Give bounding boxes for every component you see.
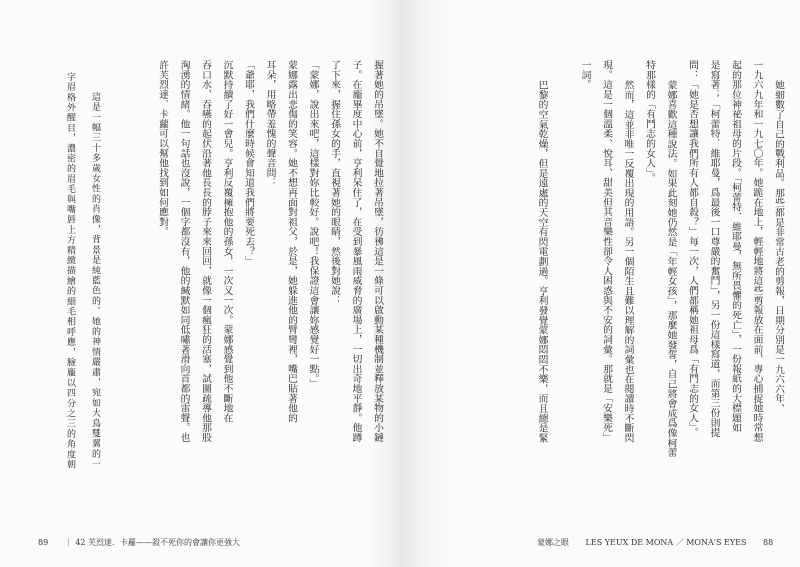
right-page-footer bbox=[537, 537, 787, 548]
text-column: 洶湧的情緒。他一句話也沒說，一個字都沒有，他的緘默如同低嘯著滑向首都的雷聲。也 bbox=[178, 60, 190, 443]
text-column: 特那樣的「有鬥志的女人」。 bbox=[644, 60, 655, 183]
text-column: 了下來，握住孫女的手，直視著她的眼睛，然後對她說： bbox=[329, 60, 340, 305]
text-column: 子。在龐畢度中心前，亨利呆住了，在受到暴風雨威脅的廣場上，一切出奇地平靜。他蹲 bbox=[350, 60, 362, 443]
text-column: 問：「她是否想讓我們所有人都自殺？」每一次，人們都稱她祖母爲「有鬥志的女人」。 bbox=[687, 60, 698, 438]
text-column: 這是一幅三十多歲女性的肖像，背景是純藍色的。她的神情嚴肅，宛如大鳥雙翼的一 bbox=[90, 92, 100, 470]
page-number: 89 bbox=[38, 538, 49, 547]
text-column: 吞口水，吞嚥的起伏沿著他長長的脖子來來回回，就像一個瘋狂的活塞，試圖疏導他那股 bbox=[200, 60, 211, 443]
text-column: 巴黎的空氣乾燥，但是遠處的天空有閃電劃過。亨利發覺蒙娜悶悶不樂，而且總是緊 bbox=[536, 80, 548, 443]
text-column: 現。這是一個溫柔、悅耳、甜美但其音樂性卻令人困惑與不安的詞彙。那就是「安樂死」 bbox=[601, 60, 612, 443]
book-title: 蒙娜之眼 bbox=[537, 538, 569, 547]
text-column: 一九六九年和一九七〇年。她跪在地上，輕輕地將這些剪報放在面前，專心捕捉她時常想 bbox=[751, 60, 763, 443]
text-column: 許芙烈達．卡蘿可以幫他找到如何應對。 bbox=[157, 60, 168, 237]
text-column: 「爺耶，我們什麼時候會知道我們將要死去？」 bbox=[243, 60, 254, 266]
chapter-title: ｜ 42 芙烈達．卡蘿——殺不死你的會讓你更強大 bbox=[64, 538, 240, 547]
right-page bbox=[400, 0, 800, 567]
text-column: 「蒙娜，說出來吧，這樣對妳比較好。說吧！我保證這會讓妳感覺好一點。」 bbox=[307, 60, 319, 389]
left-page-footer bbox=[38, 537, 254, 548]
text-column: 握著她的吊墜。她不自覺地拉著吊墜，彷彿這是一條可以啟動某種機制並釋放某物的小鏈 bbox=[372, 60, 383, 443]
text-column: 字眉格外醒目，濃密的眉毛與嘴唇上方精緻描繪的細毛相呼應，臉龐以四分之三的角度朝 bbox=[65, 72, 75, 470]
text-column: 一詞。 bbox=[579, 60, 591, 90]
series-title: LES YEUX DE MONA ／ MONA'S EYES bbox=[585, 538, 747, 547]
text-column: 沉默持續了好一會兒。亨利反覆擁抱他的孫女，一次又一次。蒙娜感覺到他不斷地在 bbox=[221, 60, 233, 423]
page-number: 88 bbox=[762, 538, 774, 547]
text-column: 耳朵，用略帶羞愧的聲音問： bbox=[264, 60, 276, 188]
text-column: 她細數了自己的戰利品。那些都是非常古老的剪報，日期分別是一九六六年、 bbox=[773, 80, 784, 414]
text-column: 然而，這並非唯一反覆出現的用語。另一個陌生且難以理解的詞彙也在閱讀時不斷閃 bbox=[622, 80, 634, 443]
text-column: 起的那位神祕祖母的片段。「柯蕾特．維耶曼，無所畏懼的死亡」，一份報紙的大標題如 bbox=[730, 60, 741, 433]
text-column: 蒙娜露出悲傷的笑容。她不想再面對祖父，於是，她躲進他的臂彎裡，嘴巴貼著他的 bbox=[286, 60, 297, 423]
text-column: 蒙娜喜歡這種說法。如果此刻她仍然是「年輕女孩」，那麼她發誓，自己將會成爲像柯蕾 bbox=[665, 80, 677, 458]
text-column: 是寫著；「柯蕾特．維耶曼，爲最後一口尊嚴的奮鬥」，另一份這樣寫道，而第三份則提 bbox=[708, 60, 720, 438]
